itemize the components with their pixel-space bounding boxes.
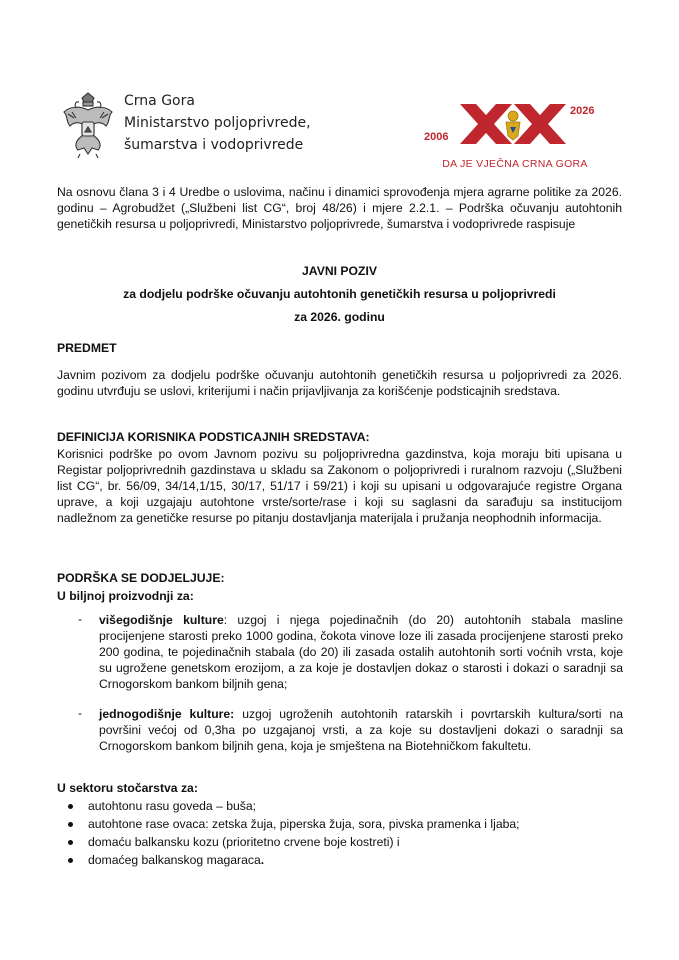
list-item: autohtone rase ovaca: zetska žuja, piperska žuja, sora, pivska pramenka i ljaba; xyxy=(88,817,520,831)
title-line-3: za 2026. godinu xyxy=(294,310,385,324)
bullet-icon xyxy=(68,840,73,845)
biljna-heading: U biljnoj proizvodnji za: xyxy=(57,589,194,603)
list-item-visegodisnje xyxy=(99,612,623,692)
ministry-line: Ministarstvo poljoprivrede, xyxy=(124,115,311,131)
definicija-paragraph: Korisnici podrške po ovom Javnom pozivu su poljoprivredna gazdinstva, koja moraju biti upisana u Registar poljoprivrednih gazdinstava u skladu sa Zakonom o poljoprivredi i ruralnom razvoju („Službeni list CG“, br. 56/09, 34/14,1/15, 30/17, 51/17 i 59/21) i koji su upisani u odgovarajuće registre Organa uprave, a koji uzgajaju autohtone vrste/sorte/rase i koji su saglasni da sarađuju sa institucijom nadležnom za genetičke resurse po pitanju dostavljanja materijala i pružanja neophodnih informacija. xyxy=(57,447,622,525)
bullet-icon xyxy=(68,822,73,827)
ministry-line: šumarstva i vodoprivrede xyxy=(124,137,304,153)
coat-of-arms-icon xyxy=(62,92,114,160)
bullet-icon xyxy=(68,804,73,809)
bullet-icon xyxy=(68,858,73,863)
list-item xyxy=(88,852,264,868)
predmet-paragraph: Javnim pozivom za dodjelu podrške očuvanju autohtonih genetičkih resursa u poljoprivredi za 2026. godinu utvrđuju se uslovi, kriterijumi i način prijavljivanja za korišćenje podsticajnih sredstava. xyxy=(57,368,622,398)
list-item-text: : uzgoj i njega pojedinačnih (do 20) autohtonih stabala masline procijenjene starosti preko 1000 godina, čokota vinove loze ili zasada procijenjene starosti preko 200 godina, te pojedinačnih stabala (do 20) ili zasada ostalih autohtonih sorti voćnih vrsta, koje su ugrožene genetskom erozijom, a za koje je dostavljen dokaz o starosti i dokazi o saradnji sa Crnogorskom bankom biljnih gena; xyxy=(99,613,623,691)
logo-year-left: 2006 xyxy=(424,131,449,143)
intro-paragraph: Na osnovu člana 3 i 4 Uredbe o uslovima, načinu i dinamici sprovođenja mjera agrarne politike za 2026. godinu – Agrobudžet („Službeni list CG“, broj 48/26) i mjere 2.2.1. – Podrška očuvanju autohtonih genetičkih resursa u poljoprivredi, Ministarstvo poljoprivrede, šumarstva i vodoprivrede raspisuje xyxy=(57,185,622,231)
list-item: autohtonu rasu goveda – buša; xyxy=(88,799,257,813)
list-dash: - xyxy=(78,612,83,626)
title-line-1: JAVNI POZIV xyxy=(302,264,377,278)
predmet-heading: PREDMET xyxy=(57,341,117,355)
list-item: domaću balkansku kozu (prioritetno crvene boje kostreti) i xyxy=(88,835,400,849)
list-item-text: domaćeg balkanskog magaraca xyxy=(88,853,261,867)
list-item-text: uzgoj ugroženih autohtonih ratarskih i povrtarskih kultura/sorti na površini većoj od 0,3ha po uzgajanoj vrsti, a za koje su dostavljeni dokazi o saradnji sa Crnogorskom bankom biljnih gena, koja je smještena na Biotehničkom fakultetu. xyxy=(99,707,623,753)
list-item-jednogodisnje xyxy=(99,706,623,754)
list-item-term: višegodišnje kulture xyxy=(99,613,224,627)
definicija-heading: DEFINICIJA KORISNIKA PODSTICAJNIH SREDSTAVA: xyxy=(57,430,370,444)
list-dash: - xyxy=(78,706,83,720)
ministry-line: Crna Gora xyxy=(124,93,195,109)
logo-caption: DA JE VJEČNA CRNA GORA xyxy=(442,158,588,170)
list-item-term: jednogodišnje kulture: xyxy=(99,707,235,721)
list-item-period: . xyxy=(260,853,265,867)
podrska-heading: PODRŠKA SE DODJELJUJE: xyxy=(57,571,225,585)
logo-year-right: 2026 xyxy=(570,105,595,117)
stocarstvo-heading: U sektoru stočarstva za: xyxy=(57,781,198,795)
ministry-name xyxy=(124,90,311,156)
title-line-2: za dodjelu podrške očuvanju autohtonih genetičkih resursa u poljoprivredi xyxy=(123,287,556,301)
